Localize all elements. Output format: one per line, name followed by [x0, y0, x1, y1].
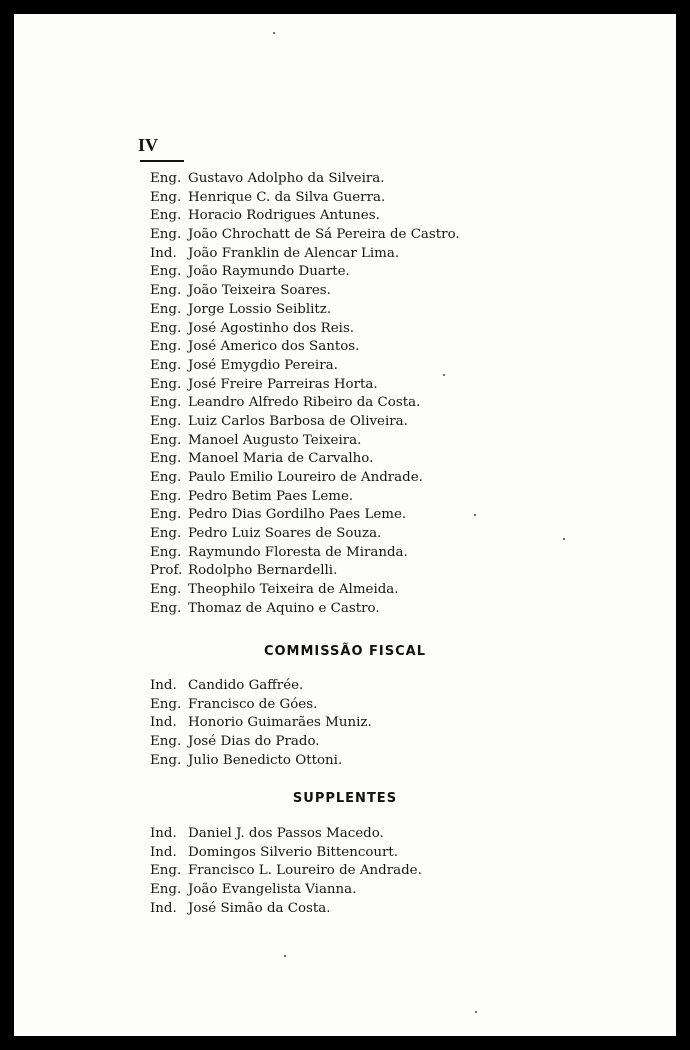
- member-name: Pedro Dias Gordilho Paes Leme.: [188, 507, 407, 523]
- member-name: Horacio Rodrigues Antunes.: [188, 208, 380, 224]
- member-name: Julio Benedicto Ottoni.: [188, 752, 343, 768]
- member-title: Eng.: [150, 863, 182, 879]
- member-name: Thomaz de Aquino e Castro.: [188, 600, 380, 616]
- list-item: [150, 263, 570, 282]
- member-name: Francisco L. Loureiro de Andrade.: [188, 863, 422, 879]
- list-item: [150, 752, 570, 771]
- commissao-fiscal-heading: COMMISSÃO FISCAL: [263, 644, 427, 659]
- member-name: José Americo dos Santos.: [188, 339, 360, 355]
- member-title: Eng.: [150, 320, 182, 336]
- list-item: [150, 394, 570, 413]
- list-item: [150, 226, 570, 245]
- member-title: Ind.: [150, 844, 177, 860]
- member-title: Eng.: [150, 432, 182, 448]
- member-name: Rodolpho Bernardelli.: [188, 563, 338, 579]
- list-item: [150, 677, 570, 696]
- member-title: Eng.: [150, 882, 182, 898]
- list-item: [150, 450, 570, 469]
- member-title: Ind.: [150, 245, 177, 261]
- member-title: Eng.: [150, 395, 182, 411]
- list-item: [150, 282, 570, 301]
- member-title: Eng.: [150, 544, 182, 560]
- member-name: José Emygdio Pereira.: [188, 357, 338, 373]
- member-title: Eng.: [150, 339, 182, 355]
- member-title: Eng.: [150, 413, 182, 429]
- list-item: [150, 320, 570, 339]
- list-item: [150, 600, 570, 619]
- member-title: Ind.: [150, 715, 177, 731]
- member-title: Ind.: [150, 678, 177, 693]
- print-speck: [475, 1011, 477, 1013]
- list-item: [150, 525, 570, 544]
- member-name: Raymundo Floresta de Miranda.: [188, 544, 408, 560]
- list-item: [150, 170, 570, 189]
- member-name: Gustavo Adolpho da Silveira.: [188, 171, 385, 186]
- member-name: Pedro Luiz Soares de Souza.: [188, 526, 382, 542]
- member-title: Eng.: [150, 264, 182, 280]
- member-title: Eng.: [150, 507, 182, 523]
- member-name: Manoel Maria de Carvalho.: [188, 451, 374, 467]
- member-name: Manoel Augusto Teixeira.: [188, 432, 362, 448]
- member-title: Eng.: [150, 734, 182, 750]
- member-title: Ind.: [150, 826, 177, 841]
- print-speck: [474, 514, 476, 516]
- list-item: [150, 301, 570, 320]
- list-item: [150, 207, 570, 226]
- list-item: [150, 733, 570, 752]
- member-title: Eng.: [150, 526, 182, 542]
- member-title: Eng.: [150, 376, 182, 392]
- list-item: [150, 714, 570, 733]
- list-item: [150, 488, 570, 507]
- list-item: [150, 189, 570, 208]
- list-item: [150, 357, 570, 376]
- member-title: Eng.: [150, 357, 182, 373]
- list-item: [150, 562, 570, 581]
- member-title: Eng.: [150, 600, 182, 616]
- member-name: Paulo Emilio Loureiro de Andrade.: [188, 470, 423, 485]
- list-item: [150, 881, 570, 900]
- member-name: Theophilo Teixeira de Almeida.: [188, 582, 399, 598]
- list-item: [150, 900, 570, 919]
- list-item: [150, 581, 570, 600]
- list-item: [150, 413, 570, 432]
- member-title: Ind.: [150, 900, 177, 916]
- member-name: Honorio Guimarães Muniz.: [188, 715, 372, 731]
- member-title: Eng.: [150, 470, 182, 485]
- member-title: Eng.: [150, 227, 182, 243]
- member-name: Domingos Silverio Bittencourt.: [188, 844, 399, 860]
- list-item: [150, 696, 570, 715]
- list-item: [150, 432, 570, 451]
- member-title: Eng.: [150, 208, 182, 224]
- member-name: João Evangelista Vianna.: [188, 882, 357, 898]
- list-item: [150, 469, 570, 488]
- commissao-fiscal-list: [150, 677, 570, 770]
- member-name: Francisco de Góes.: [188, 696, 318, 712]
- member-title: Eng.: [150, 582, 182, 598]
- list-item: [150, 376, 570, 395]
- member-title: Eng.: [150, 171, 182, 186]
- list-item: [150, 862, 570, 881]
- document-page: [14, 14, 676, 1036]
- page-number-rule: [140, 160, 184, 162]
- member-title: Eng.: [150, 283, 182, 299]
- member-name: João Teixeira Soares.: [188, 283, 331, 299]
- list-item: [150, 844, 570, 863]
- member-title: Eng.: [150, 488, 182, 504]
- supplentes-list: [150, 825, 570, 918]
- list-item: [150, 506, 570, 525]
- member-name: Leandro Alfredo Ribeiro da Costa.: [188, 395, 421, 411]
- member-title: Eng.: [150, 696, 182, 712]
- print-speck: [284, 955, 286, 957]
- page-number: IV: [138, 135, 159, 155]
- list-item: [150, 825, 570, 844]
- member-name: José Agostinho dos Reis.: [188, 320, 355, 336]
- member-title: Eng.: [150, 752, 182, 768]
- list-item: [150, 245, 570, 264]
- member-name: José Dias do Prado.: [188, 734, 320, 750]
- member-name: João Franklin de Alencar Lima.: [188, 245, 400, 261]
- list-item: [150, 338, 570, 357]
- member-title: Eng.: [150, 451, 182, 467]
- member-name: Henrique C. da Silva Guerra.: [188, 189, 386, 205]
- member-title: Eng.: [150, 301, 182, 317]
- member-title: Prof.: [150, 563, 183, 579]
- member-name: Jorge Lossio Seiblitz.: [188, 301, 332, 317]
- member-name: José Simão da Costa.: [188, 900, 331, 916]
- member-title: Eng.: [150, 189, 182, 205]
- list-item: [150, 544, 570, 563]
- print-speck: [443, 374, 445, 376]
- member-name: Pedro Betim Paes Leme.: [188, 488, 354, 504]
- member-name: Luiz Carlos Barbosa de Oliveira.: [188, 413, 408, 429]
- member-name: José Freire Parreiras Horta.: [188, 376, 378, 392]
- member-name: João Chrochatt de Sá Pereira de Castro.: [188, 227, 460, 243]
- member-name: Daniel J. dos Passos Macedo.: [188, 826, 384, 841]
- print-speck: [273, 32, 275, 34]
- supplentes-heading: SUPPLENTES: [292, 791, 398, 806]
- member-name: Candido Gaffrée.: [188, 678, 304, 693]
- members-list: [150, 170, 570, 619]
- member-name: João Raymundo Duarte.: [188, 264, 350, 280]
- print-speck: [563, 538, 565, 540]
